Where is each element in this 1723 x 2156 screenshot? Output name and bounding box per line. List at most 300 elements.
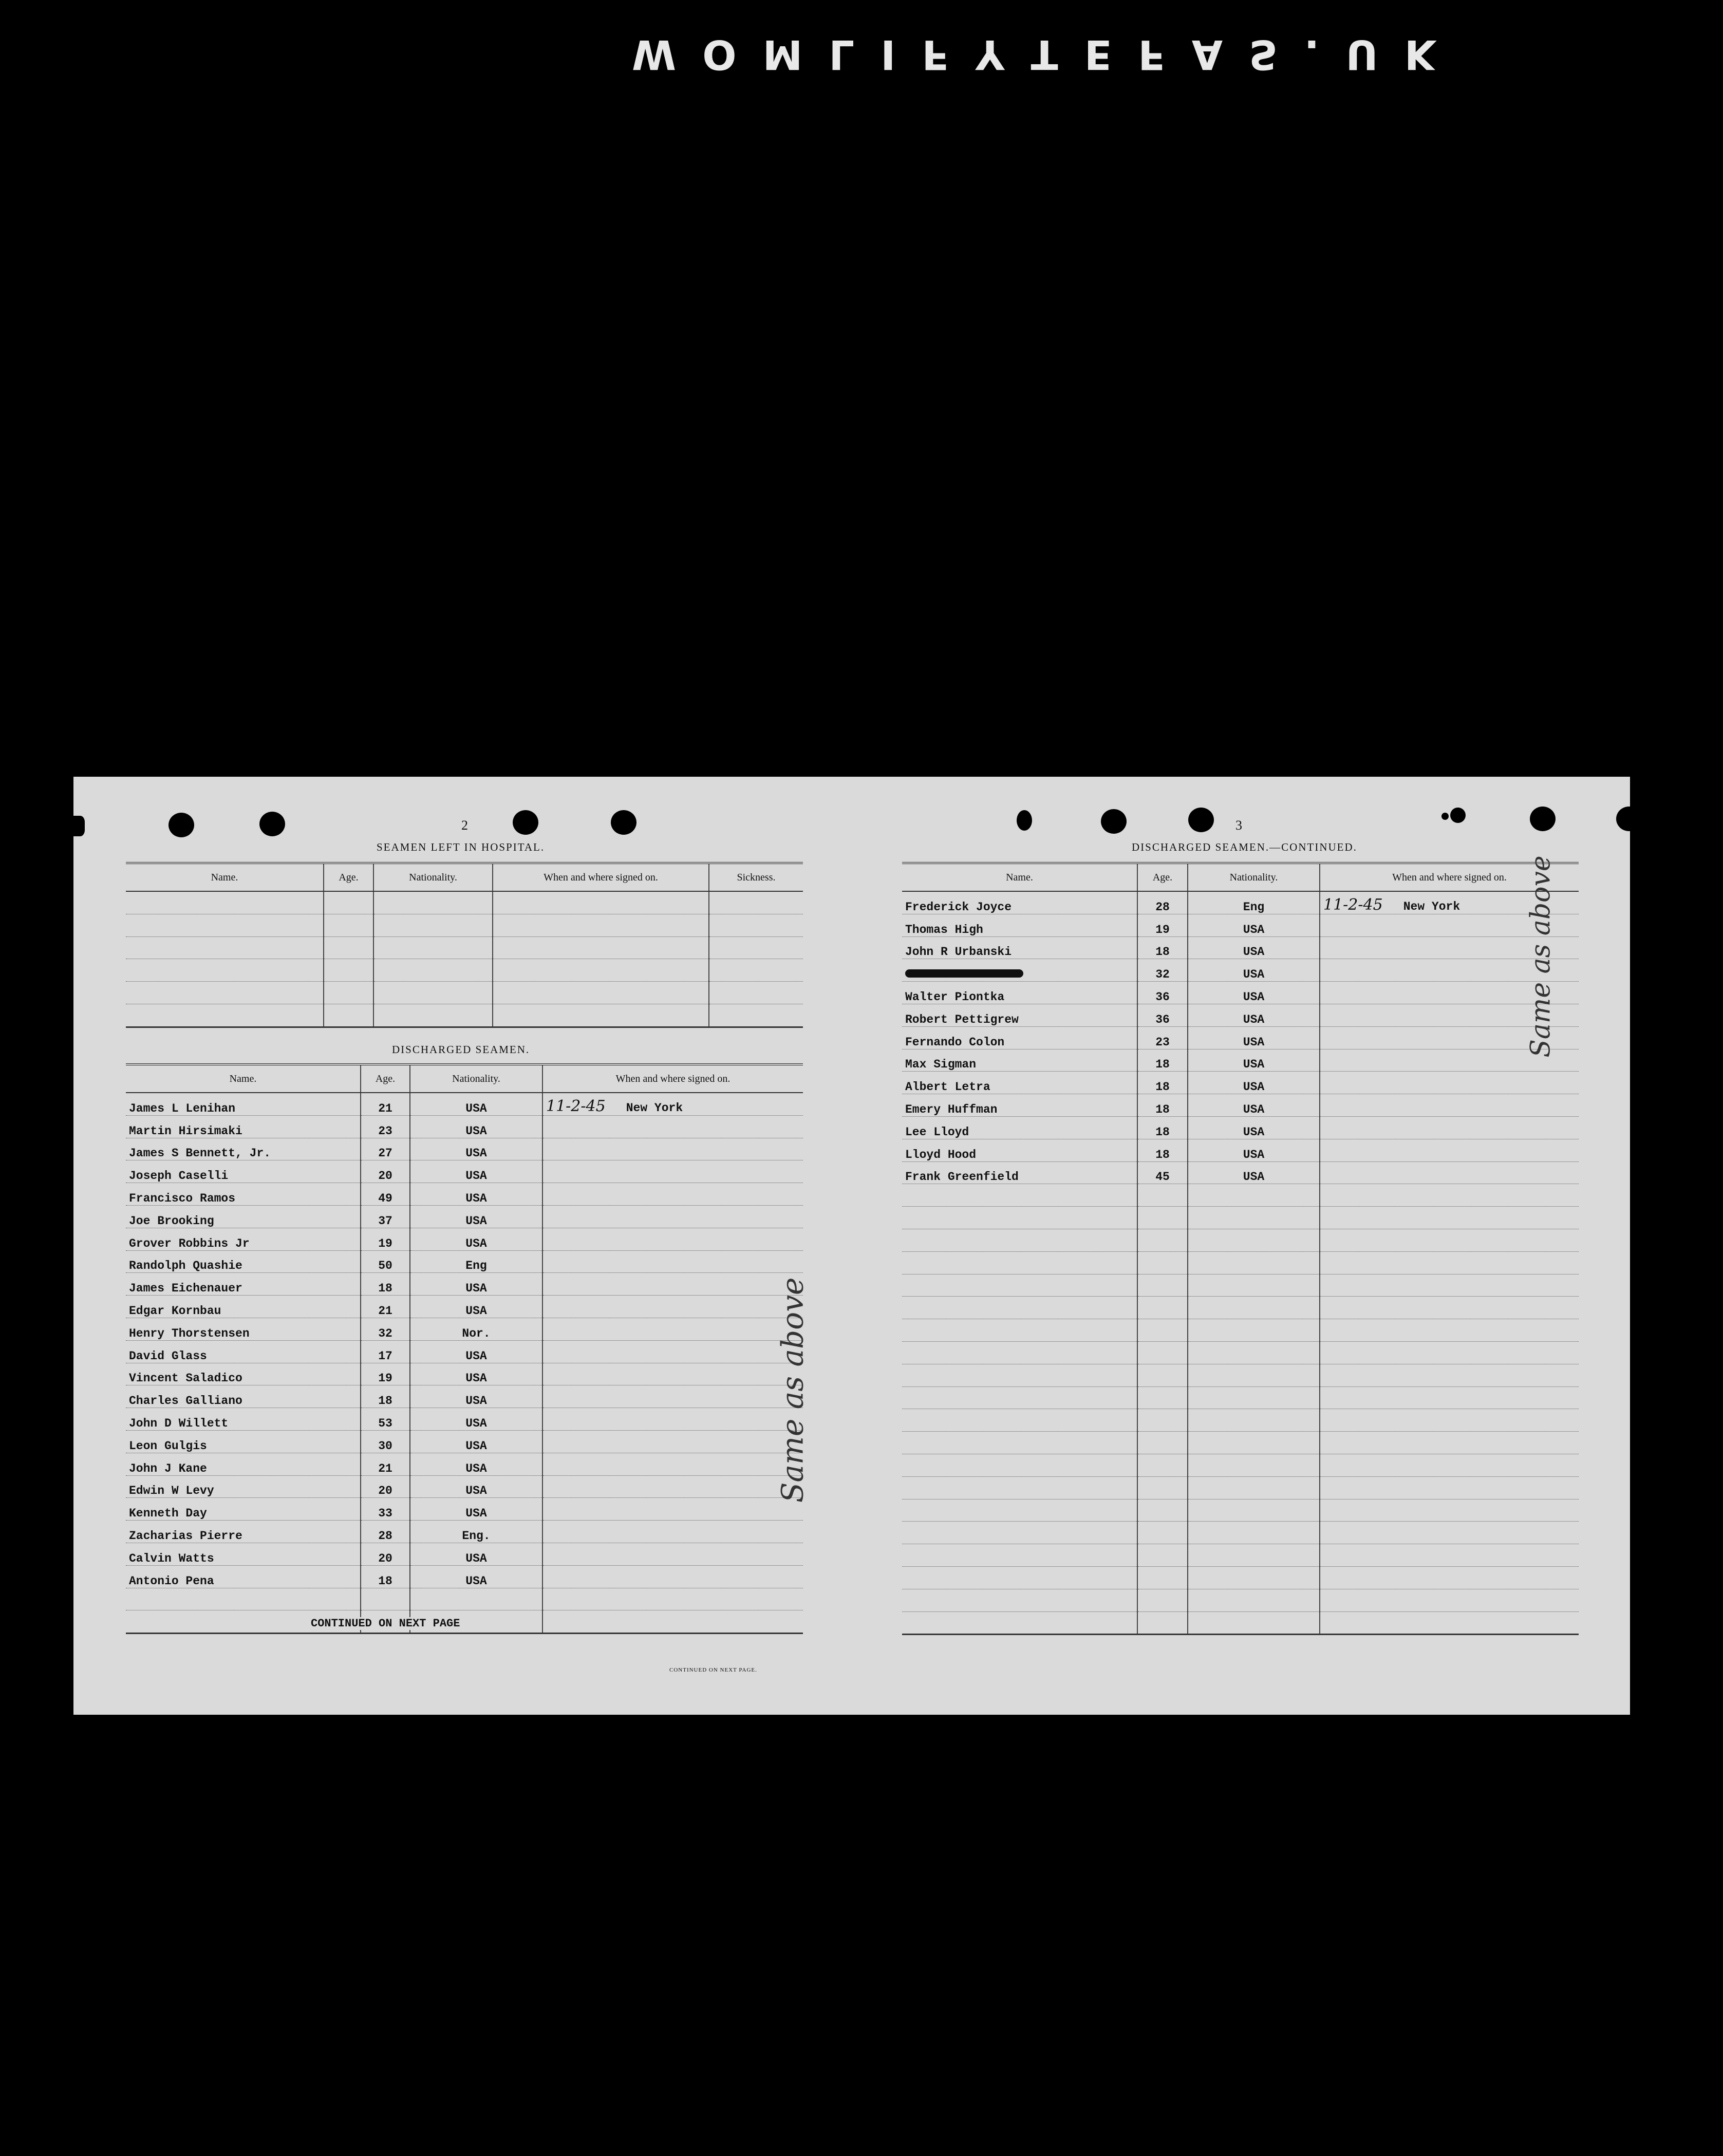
name-cell [902, 1297, 1137, 1319]
table-row [126, 1385, 803, 1408]
name-cell: Joseph Caselli [126, 1160, 361, 1183]
signed-on-cell [1320, 1364, 1579, 1386]
age-cell: 20 [361, 1160, 410, 1183]
nationality-cell: USA [410, 1160, 542, 1183]
nationality-cell: USA [1188, 1026, 1320, 1049]
signed-date: 11-2-45 [546, 1097, 606, 1115]
signed-on-cell [1320, 1499, 1579, 1522]
nationality-cell: USA [1188, 982, 1320, 1004]
nationality-cell: USA [410, 1453, 542, 1475]
table-row [126, 936, 803, 959]
punch-hole [1450, 808, 1466, 823]
nationality-cell: Eng. [410, 1521, 542, 1543]
col-age: Age. [1137, 863, 1188, 891]
table-row [902, 1432, 1579, 1454]
age-cell: 27 [361, 1138, 410, 1160]
table-row [126, 1588, 803, 1610]
table-row [126, 1408, 803, 1431]
age-cell: 17 [361, 1340, 410, 1363]
signed-on-cell [542, 1543, 803, 1565]
signed-on-cell [542, 1228, 803, 1250]
name-cell [902, 1386, 1137, 1409]
name-cell [902, 1207, 1137, 1229]
signed-on-cell [1320, 1476, 1579, 1499]
name-cell: Edwin W Levy [126, 1475, 361, 1498]
age-cell [1137, 1386, 1188, 1409]
name-cell: David Glass [126, 1340, 361, 1363]
name-cell: Antonio Pena [126, 1565, 361, 1588]
table-row [902, 1319, 1579, 1342]
punch-hole [69, 816, 85, 836]
nationality-cell: USA [1188, 959, 1320, 982]
age-cell [1137, 1589, 1188, 1611]
signed-on-cell [542, 1408, 803, 1431]
punch-hole [259, 812, 285, 836]
nationality-cell [1188, 1386, 1320, 1409]
age-cell: 32 [361, 1318, 410, 1340]
nationality-cell [1188, 1499, 1320, 1522]
name-cell: Walter Piontka [902, 982, 1137, 1004]
table-row [902, 1251, 1579, 1274]
age-cell [1137, 1274, 1188, 1297]
signed-on-cell [1320, 1297, 1579, 1319]
col-nationality: Nationality. [373, 863, 493, 891]
name-cell [902, 1251, 1137, 1274]
name-cell [902, 1476, 1137, 1499]
nationality-cell: USA [410, 1093, 542, 1115]
name-cell: John J Kane [126, 1453, 361, 1475]
signed-on-cell [1320, 1139, 1579, 1161]
punch-hole [611, 810, 636, 835]
signed-on-cell [1320, 1229, 1579, 1251]
signed-date: 11-2-45 [1323, 895, 1383, 914]
table-row [126, 1565, 803, 1588]
page-number-left: 2 [461, 818, 468, 833]
signed-on-cell [1320, 1341, 1579, 1364]
table-row [902, 1499, 1579, 1522]
signed-on-cell [542, 1340, 803, 1363]
hospital-heading: SEAMEN LEFT IN HOSPITAL. [377, 841, 545, 853]
age-cell [1137, 1432, 1188, 1454]
signed-on-cell [542, 1565, 803, 1588]
age-cell [1137, 1229, 1188, 1251]
table-row [902, 1589, 1579, 1611]
table-row [902, 1341, 1579, 1364]
age-cell: 18 [361, 1273, 410, 1296]
age-cell: 21 [361, 1093, 410, 1115]
signed-on-cell [542, 1385, 803, 1408]
table-row [902, 936, 1579, 959]
table-row [902, 1049, 1579, 1072]
age-cell [1137, 1454, 1188, 1476]
name-cell: James Eichenauer [126, 1273, 361, 1296]
table-row [126, 1340, 803, 1363]
age-cell: 36 [1137, 1004, 1188, 1026]
signed-on-cell [542, 1115, 803, 1138]
age-cell [1137, 1566, 1188, 1589]
table-row [902, 1026, 1579, 1049]
nationality-cell [1188, 1409, 1320, 1432]
signed-on-cell [1320, 1251, 1579, 1274]
name-cell [902, 1566, 1137, 1589]
punch-hole [1188, 808, 1214, 832]
nationality-cell: USA [410, 1498, 542, 1521]
table-row [126, 1273, 803, 1296]
nationality-cell [1188, 1611, 1320, 1635]
hospital-table [126, 862, 803, 1028]
hospital-table-header [126, 863, 803, 891]
table-row [126, 1430, 803, 1453]
nationality-cell [1188, 1566, 1320, 1589]
table-row [126, 1453, 803, 1475]
name-cell: Henry Thorstensen [126, 1318, 361, 1340]
table-row [902, 1522, 1579, 1544]
age-cell: 33 [361, 1498, 410, 1521]
age-cell: 23 [1137, 1026, 1188, 1049]
signed-on-cell [542, 1160, 803, 1183]
name-cell [126, 1588, 361, 1610]
name-cell: Max Sigman [902, 1049, 1137, 1072]
name-cell: John D Willett [126, 1408, 361, 1431]
nationality-cell: USA [410, 1115, 542, 1138]
age-cell [1137, 1319, 1188, 1342]
nationality-cell [1188, 1297, 1320, 1319]
signed-on-cell [1320, 1386, 1579, 1409]
name-cell [902, 1432, 1137, 1454]
table-row [902, 1229, 1579, 1251]
name-cell [902, 1589, 1137, 1611]
table-row [126, 1610, 803, 1634]
col-signed-on: When and where signed on. [1320, 863, 1579, 891]
col-nationality: Nationality. [410, 1064, 542, 1093]
table-row [902, 1004, 1579, 1026]
table-row [126, 1318, 803, 1340]
nationality-cell [1188, 1274, 1320, 1297]
signed-on-cell [542, 1475, 803, 1498]
table-row [902, 1094, 1579, 1117]
nationality-cell [1188, 1432, 1320, 1454]
punch-hole [1530, 807, 1556, 831]
table-row [126, 959, 803, 982]
signed-on-cell [1320, 1116, 1579, 1139]
signed-on-cell [1320, 1454, 1579, 1476]
name-cell: Calvin Watts [126, 1543, 361, 1565]
signed-on-cell [542, 1138, 803, 1160]
document-sheet [73, 777, 1630, 1715]
age-cell: 28 [361, 1521, 410, 1543]
signed-on-cell [542, 1610, 803, 1634]
signed-on-cell [1320, 1409, 1579, 1432]
nationality-cell [1188, 1207, 1320, 1229]
name-cell [902, 1274, 1137, 1297]
age-cell [1137, 1522, 1188, 1544]
table-row [126, 1004, 803, 1027]
table-row [126, 1115, 803, 1138]
name-cell: Charles Galliano [126, 1385, 361, 1408]
col-name: Name. [126, 863, 324, 891]
signed-on-cell [542, 1363, 803, 1385]
nationality-cell: USA [410, 1273, 542, 1296]
name-cell [902, 1544, 1137, 1567]
nationality-cell: USA [410, 1296, 542, 1318]
name-cell: Lloyd Hood [902, 1139, 1137, 1161]
signed-on-cell [1320, 1274, 1579, 1297]
punch-hole [1616, 807, 1642, 831]
name-cell: James S Bennett, Jr. [126, 1138, 361, 1160]
age-cell: 19 [361, 1363, 410, 1385]
table-row [902, 1476, 1579, 1499]
signed-on-cell [542, 1205, 803, 1228]
name-cell: Thomas High [902, 914, 1137, 936]
signed-on-cell [1320, 1544, 1579, 1567]
name-cell: Randolph Quashie [126, 1250, 361, 1273]
name-cell [902, 1409, 1137, 1432]
age-cell [1137, 1184, 1188, 1207]
col-nationality: Nationality. [1188, 863, 1320, 891]
table-row [126, 1296, 803, 1318]
name-cell: Francisco Ramos [126, 1183, 361, 1206]
age-cell: 18 [361, 1565, 410, 1588]
nationality-cell: Eng [1188, 891, 1320, 914]
signed-on-cell [542, 1273, 803, 1296]
table-row [902, 982, 1579, 1004]
nationality-cell: USA [1188, 914, 1320, 936]
col-signed-on: When and where signed on. [542, 1064, 803, 1093]
age-cell: 19 [361, 1228, 410, 1250]
name-cell: Frederick Joyce [902, 891, 1137, 914]
nationality-cell: USA [410, 1408, 542, 1431]
table-row [126, 1363, 803, 1385]
nationality-cell: USA [410, 1385, 542, 1408]
age-cell: 18 [1137, 1049, 1188, 1072]
signed-on-cell [1320, 1522, 1579, 1544]
nationality-cell: USA [1188, 1072, 1320, 1094]
nationality-cell: USA [410, 1340, 542, 1363]
table-row [126, 891, 803, 914]
signed-on-cell [1320, 1432, 1579, 1454]
film-edge-label: W O M L I F Y T E F A S . U K [632, 31, 1442, 77]
name-cell [902, 1522, 1137, 1544]
age-cell [1137, 1476, 1188, 1499]
table-row [902, 1364, 1579, 1386]
discharged-heading: DISCHARGED SEAMEN. [392, 1043, 530, 1056]
nationality-cell: USA [1188, 1004, 1320, 1026]
table-row [126, 1475, 803, 1498]
age-cell: 18 [1137, 936, 1188, 959]
signed-place: New York [626, 1101, 683, 1115]
signed-on-cell [1320, 1589, 1579, 1611]
age-cell [1137, 1341, 1188, 1364]
nationality-cell [1188, 1251, 1320, 1274]
table-row [902, 1611, 1579, 1635]
table-row [902, 1297, 1579, 1319]
name-cell: Robert Pettigrew [902, 1004, 1137, 1026]
table-row [902, 891, 1579, 914]
nationality-cell: USA [410, 1138, 542, 1160]
nationality-cell: USA [1188, 1049, 1320, 1072]
name-cell: Lee Lloyd [902, 1116, 1137, 1139]
nationality-cell: USA [410, 1565, 542, 1588]
nationality-cell [1188, 1522, 1320, 1544]
age-cell [1137, 1251, 1188, 1274]
table-row [126, 1138, 803, 1160]
table-row [126, 1228, 803, 1250]
age-cell [1137, 1544, 1188, 1567]
signed-on-cell [542, 1296, 803, 1318]
table-row [126, 1205, 803, 1228]
signed-on-cell [542, 1430, 803, 1453]
signed-place: New York [1403, 899, 1460, 913]
handwritten-same-as-above: Same as above [1525, 855, 1557, 1058]
age-cell: 20 [361, 1475, 410, 1498]
age-cell: 45 [1137, 1161, 1188, 1184]
nationality-cell [1188, 1341, 1320, 1364]
name-cell [902, 1229, 1137, 1251]
name-cell [902, 959, 1137, 982]
age-cell: 37 [361, 1205, 410, 1228]
nationality-cell [1188, 1229, 1320, 1251]
col-age: Age. [324, 863, 373, 891]
age-cell: 32 [1137, 959, 1188, 982]
nationality-cell: USA [410, 1183, 542, 1206]
signed-on-cell [542, 1093, 803, 1115]
table-row [126, 1093, 803, 1115]
table-row [902, 1207, 1579, 1229]
nationality-cell [1188, 1364, 1320, 1386]
signed-on-cell [542, 1498, 803, 1521]
age-cell: 21 [361, 1296, 410, 1318]
signed-on-cell [1320, 1072, 1579, 1094]
table-row [902, 914, 1579, 936]
nationality-cell: USA [1188, 1139, 1320, 1161]
name-cell: Joe Brooking [126, 1205, 361, 1228]
nationality-cell: USA [1188, 936, 1320, 959]
table-row [902, 1116, 1579, 1139]
table-row [902, 1409, 1579, 1432]
name-cell: Edgar Kornbau [126, 1296, 361, 1318]
discharged-table-header [126, 1064, 803, 1093]
discharged-continued-heading: DISCHARGED SEAMEN.—CONTINUED. [1132, 841, 1357, 853]
name-cell [902, 1364, 1137, 1386]
age-cell: 50 [361, 1250, 410, 1273]
table-row [902, 1566, 1579, 1589]
name-cell: Fernando Colon [902, 1026, 1137, 1049]
table-row [126, 914, 803, 936]
table-row [902, 1072, 1579, 1094]
name-cell [902, 1499, 1137, 1522]
nationality-cell [1188, 1184, 1320, 1207]
col-signed-on: When and where signed on. [493, 863, 709, 891]
name-cell [902, 1319, 1137, 1342]
age-cell [361, 1588, 410, 1610]
nationality-cell [410, 1588, 542, 1610]
signed-on-cell [1320, 1094, 1579, 1117]
age-cell: 19 [1137, 914, 1188, 936]
nationality-cell [1188, 1589, 1320, 1611]
signed-on-cell [1320, 1184, 1579, 1207]
age-cell: 23 [361, 1115, 410, 1138]
nationality-cell: USA [1188, 1116, 1320, 1139]
nationality-cell [1188, 1544, 1320, 1567]
age-cell: 36 [1137, 982, 1188, 1004]
age-cell: 18 [1137, 1116, 1188, 1139]
discharged-table-right [902, 862, 1579, 1635]
table-row [902, 1386, 1579, 1409]
nationality-cell: USA [1188, 1161, 1320, 1184]
col-age: Age. [361, 1064, 410, 1093]
name-cell: Grover Robbins Jr [126, 1228, 361, 1250]
table-row [126, 982, 803, 1004]
table-row [126, 1183, 803, 1206]
table-row [902, 1184, 1579, 1207]
age-cell: 53 [361, 1408, 410, 1431]
punch-hole [1017, 810, 1032, 831]
nationality-cell [1188, 1454, 1320, 1476]
table-row [902, 1544, 1579, 1567]
nationality-cell: USA [410, 1228, 542, 1250]
col-name: Name. [902, 863, 1137, 891]
name-cell [902, 1341, 1137, 1364]
name-cell: Albert Letra [902, 1072, 1137, 1094]
nationality-cell: Eng [410, 1250, 542, 1273]
signed-on-cell [1320, 1319, 1579, 1342]
signed-on-cell [542, 1453, 803, 1475]
table-row [902, 1454, 1579, 1476]
signed-on-cell [1320, 1566, 1579, 1589]
signed-on-cell [542, 1250, 803, 1273]
age-cell: 28 [1137, 891, 1188, 914]
punch-hole [1441, 813, 1449, 820]
signed-on-cell [542, 1521, 803, 1543]
continued-note: CONTINUED ON NEXT PAGE [309, 1617, 462, 1630]
name-cell: Emery Huffman [902, 1094, 1137, 1117]
age-cell: 18 [1137, 1094, 1188, 1117]
nationality-cell [1188, 1476, 1320, 1499]
redaction-mark [905, 969, 1023, 978]
discharged-table-left [126, 1063, 803, 1634]
table-row [126, 1160, 803, 1183]
age-cell [1137, 1364, 1188, 1386]
name-cell: John R Urbanski [902, 936, 1137, 959]
nationality-cell: USA [410, 1543, 542, 1565]
nationality-cell: USA [1188, 1094, 1320, 1117]
name-cell: Leon Gulgis [126, 1430, 361, 1453]
name-cell [902, 1184, 1137, 1207]
name-cell: James L Lenihan [126, 1093, 361, 1115]
age-cell: 18 [1137, 1139, 1188, 1161]
signed-on-cell [1320, 1207, 1579, 1229]
age-cell [1137, 1409, 1188, 1432]
age-cell [1137, 1499, 1188, 1522]
signed-on-cell [1320, 1161, 1579, 1184]
name-cell: Martin Hirsimaki [126, 1115, 361, 1138]
table-row [902, 1161, 1579, 1184]
signed-on-cell [542, 1588, 803, 1610]
signed-on-cell [1320, 1611, 1579, 1635]
nationality-cell: USA [410, 1475, 542, 1498]
table-row [126, 1543, 803, 1565]
name-cell [902, 1454, 1137, 1476]
table-row [126, 1521, 803, 1543]
age-cell [1137, 1611, 1188, 1635]
age-cell: 20 [361, 1543, 410, 1565]
discharged-table-header [902, 863, 1579, 891]
punch-hole [1101, 809, 1127, 834]
age-cell: 18 [361, 1385, 410, 1408]
col-name: Name. [126, 1064, 361, 1093]
table-row [902, 1139, 1579, 1161]
name-cell: Zacharias Pierre [126, 1521, 361, 1543]
